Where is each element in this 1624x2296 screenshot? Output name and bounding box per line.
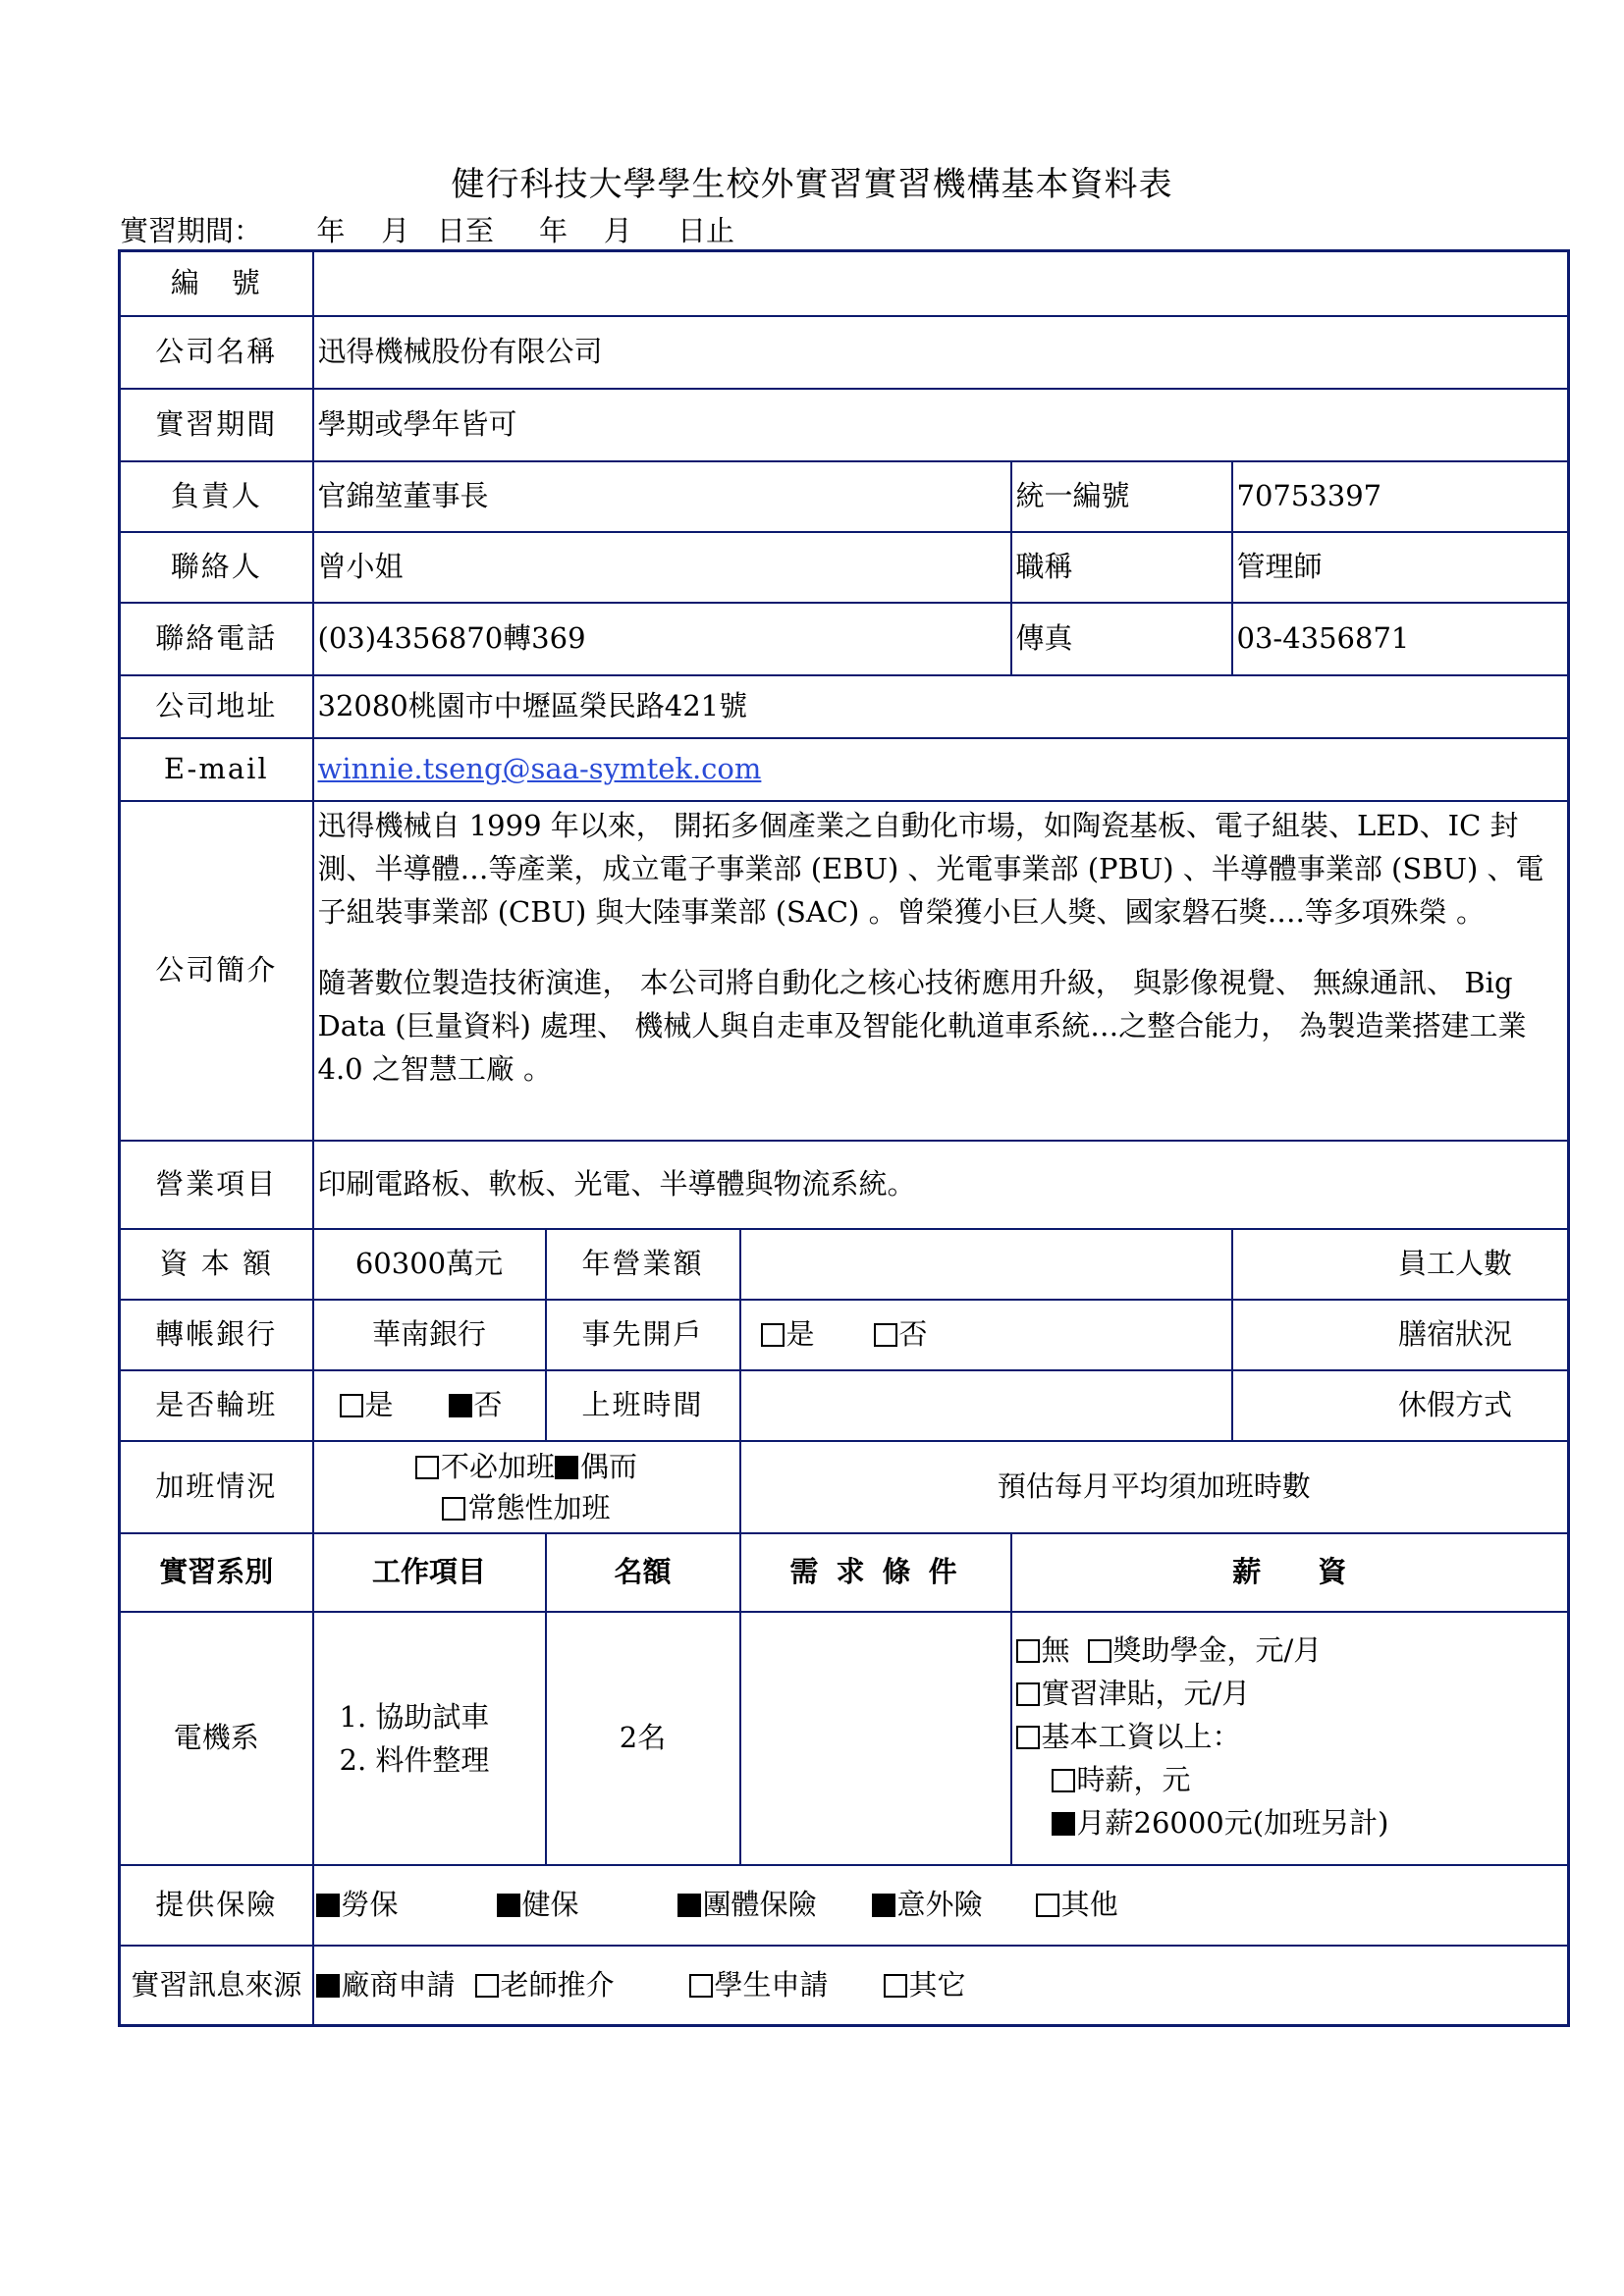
contact-label: 聯絡人 [120,532,313,603]
phone-label: 聯絡電話 [120,603,313,675]
contact-row [120,532,1569,603]
header-salary: 薪 資 [1011,1533,1569,1612]
salary-monthly-checkbox[interactable] [1052,1812,1075,1836]
ins-labor-checkbox[interactable] [316,1894,340,1917]
ot-none-checkbox[interactable] [415,1456,439,1479]
intern-period-row [120,389,1569,461]
position-row [120,1612,1569,1865]
preopen-label: 事先開戶 [546,1300,740,1370]
ot-occasional-checkbox[interactable] [555,1456,578,1479]
phone-row [120,603,1569,675]
shift-label: 是否輪班 [120,1370,313,1441]
revenue-label: 年營業額 [546,1229,740,1300]
intro-label: 公司簡介 [120,801,313,1141]
src-vendor-label: 廠商申請 [341,1967,456,2002]
position-work [313,1612,546,1865]
address-value[interactable]: 32080桃園市中壢區榮民路421號 [313,675,1569,738]
address-label: 公司地址 [120,675,313,738]
intro-row [120,801,1569,1141]
period-end-day: 日止 [677,214,735,247]
company-name-value[interactable]: 迅得機械股份有限公司 [313,316,1569,389]
work-item-1: 1. 協助試車 [339,1699,490,1734]
number-label: 編 號 [120,251,313,316]
revenue-value[interactable] [740,1229,1232,1300]
shift-row [120,1370,1569,1441]
position-salary [1011,1612,1569,1865]
position-quota: 2名 [546,1612,740,1865]
position-requirements[interactable] [740,1612,1011,1865]
business-label: 營業項目 [120,1141,313,1229]
source-row [120,1946,1569,2026]
header-dept: 實習系別 [120,1533,313,1612]
ins-other-label: 其他 [1060,1887,1118,1921]
business-value[interactable]: 印刷電路板、軟板、光電、半導體與物流系統。 [313,1141,1569,1229]
period-label: 實習期間： [120,214,263,247]
ins-accident-label: 意外險 [896,1887,983,1921]
capital-row [120,1229,1569,1300]
ins-other-checkbox[interactable] [1036,1894,1059,1917]
tax-id-label: 統一編號 [1011,461,1232,532]
salary-allowance-label: 實習津貼，元/月 [1041,1676,1251,1710]
salary-grant-label: 獎助學金，元/月 [1112,1632,1323,1667]
overtime-row [120,1441,1569,1533]
insurance-label: 提供保險 [120,1865,313,1946]
position-dept: 電機系 [120,1612,313,1865]
bank-row [120,1300,1569,1370]
fax-label: 傳真 [1011,603,1232,675]
salary-grant-checkbox[interactable] [1088,1639,1111,1663]
ot-none-label: 不必加班 [440,1449,555,1483]
email-row [120,738,1569,801]
number-value[interactable] [313,251,1569,316]
salary-none-checkbox[interactable] [1016,1639,1040,1663]
src-teacher-checkbox[interactable] [475,1974,499,1998]
source-label: 實習訊息來源 [120,1946,313,2026]
intern-period-label: 實習期間 [120,389,313,461]
ot-monthly-label: 預估每月平均須加班時數 [740,1441,1569,1533]
period-start-year: 年 [316,214,346,247]
preopen-yes-label: 是 [785,1316,815,1351]
salary-hourly-label: 時薪，元 [1076,1762,1191,1796]
overtime-options [313,1441,740,1533]
intro-paragraph-2: 隨著數位製造技術演進， 本公司將自動化之核心技術應用升級， 與影像視覺、 無線通訊、 Big Data (巨量資料) 處理、 機械人與自走車及智能化軌道車系統…之整合能力， 為製造業搭建工業 4.0 之智慧工廠 。 [317,965,1527,1086]
job-title-label: 職稱 [1011,532,1232,603]
salary-none-label: 無 [1041,1632,1070,1667]
src-other-label: 其它 [908,1967,966,2002]
preopen-no-label: 否 [898,1316,928,1351]
preopen-options [740,1300,1232,1370]
src-other-checkbox[interactable] [884,1974,907,1998]
shift-options [313,1370,546,1441]
salary-allowance-checkbox[interactable] [1016,1682,1040,1706]
capital-label: 資 本 額 [120,1229,313,1300]
address-row [120,675,1569,738]
capital-value[interactable]: 60300萬元 [313,1229,546,1300]
insurance-options [313,1865,1569,1946]
source-options [313,1946,1569,2026]
header-work: 工作項目 [313,1533,546,1612]
overtime-label: 加班情況 [120,1441,313,1533]
ot-occasional-label: 偶而 [580,1449,638,1483]
ins-group-label: 團體保險 [702,1887,817,1921]
salary-monthly-label: 月薪26000元(加班另計) [1076,1805,1389,1840]
src-teacher-label: 老師推介 [500,1967,615,2002]
header-requirements: 需 求 條 件 [740,1533,1011,1612]
email-cell [313,738,1569,801]
employees-label: 員工人數 [1232,1229,1569,1300]
shift-no-checkbox[interactable] [449,1394,472,1417]
job-title-value[interactable]: 管理師 [1232,532,1569,603]
intern-period-value[interactable]: 學期或學年皆可 [313,389,1569,461]
ins-accident-checkbox[interactable] [872,1894,895,1917]
src-student-label: 學生申請 [714,1967,829,2002]
lodging-label: 膳宿狀況 [1232,1300,1569,1370]
company-name-row [120,316,1569,389]
positions-header-row [120,1533,1569,1612]
shift-no-label: 否 [473,1387,503,1421]
ot-regular-label: 常態性加班 [467,1490,611,1524]
intro-paragraph-1: 迅得機械自 1999 年以來， 開拓多個產業之自動化市場，如陶瓷基板、電子組裝、LED、IC 封測、半導體…等產業，成立電子事業部 (EBU) 、光電事業部 (PBU) 、半導體事業部 (SBU) 、電子組裝事業部 (CBU) 與大陸事業部 (SAC) 。曾榮獲小巨人獎、國家磐石獎….等多項殊榮 。 [317,808,1544,929]
company-info-table [118,249,1570,2027]
work-item-2: 2. 料件整理 [339,1742,490,1777]
intro-value [313,801,1569,1141]
ins-health-label: 健保 [521,1887,579,1921]
period-start-day: 日至 [436,214,494,247]
phone-value[interactable]: (03)4356870轉369 [313,603,1011,675]
shift-yes-checkbox[interactable] [340,1394,363,1417]
email-link[interactable]: winnie.tseng@saa-symtek.com [317,751,762,785]
period-end-month: 月 [603,214,632,247]
salary-hourly-checkbox[interactable] [1052,1769,1075,1792]
internship-period-line [120,209,734,249]
salary-basic-label: 基本工資以上： [1041,1719,1241,1753]
business-row [120,1141,1569,1229]
insurance-row [120,1865,1569,1946]
contact-value[interactable]: 曾小姐 [313,532,1011,603]
owner-row [120,461,1569,532]
company-name-label: 公司名稱 [120,316,313,389]
leave-label: 休假方式 [1232,1370,1569,1441]
src-vendor-checkbox[interactable] [316,1974,340,1998]
period-end-year: 年 [539,214,568,247]
ins-group-checkbox[interactable] [677,1894,701,1917]
preopen-no-checkbox[interactable] [874,1323,897,1347]
src-student-checkbox[interactable] [689,1974,713,1998]
owner-value[interactable]: 官錦堃董事長 [313,461,1011,532]
number-row [120,251,1569,316]
email-label: E-mail [120,738,313,801]
ot-regular-checkbox[interactable] [442,1497,465,1521]
hours-label: 上班時間 [546,1370,740,1441]
ins-health-checkbox[interactable] [497,1894,520,1917]
fax-value[interactable]: 03-4356871 [1232,603,1569,675]
ins-labor-label: 勞保 [341,1887,399,1921]
bank-label: 轉帳銀行 [120,1300,313,1370]
shift-yes-label: 是 [364,1387,394,1421]
form-title: 健行科技大學學生校外實習實習機構基本資料表 [451,165,1173,204]
hours-value[interactable] [740,1370,1232,1441]
preopen-yes-checkbox[interactable] [761,1323,785,1347]
header-quota: 名額 [546,1533,740,1612]
bank-value[interactable]: 華南銀行 [313,1300,546,1370]
owner-label: 負責人 [120,461,313,532]
period-start-month: 月 [381,214,410,247]
salary-basic-checkbox[interactable] [1016,1726,1040,1749]
tax-id-value[interactable]: 70753397 [1232,461,1569,532]
